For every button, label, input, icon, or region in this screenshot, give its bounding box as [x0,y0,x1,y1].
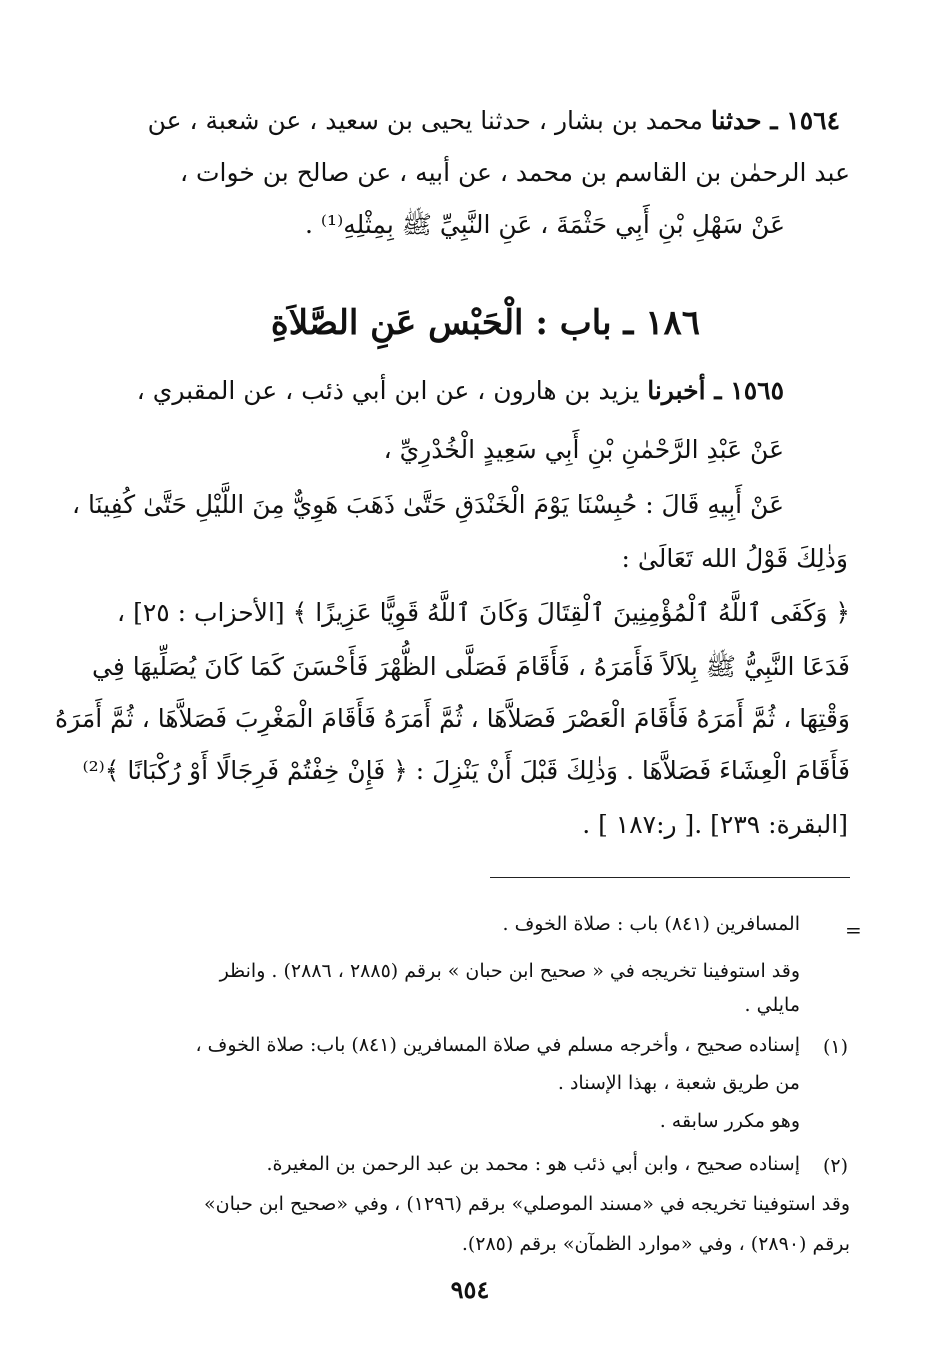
footnote-separator [490,877,850,878]
hadith-1565-text: يزيد بن هارون ، عن ابن أبي ذئب ، عن المقبري ، [136,376,640,405]
hadith-1565-line-6: فَدَعَا النَّبِيُّ ﷺ بِلاَلاً فَأَمَرَهُ ، فَأَقَامَ فَصَلَّى الظُّهْرَ فَأَحْسَنَ كَمَا كَانَ يُصَلِّيهَا فِي [92,652,850,681]
chapter-heading: ١٨٦ ـ باب : الْحَبْس عَنِ الصَّلاَةِ [270,303,700,343]
continuation-mark: = [845,918,862,942]
footnote-1-line-1: إسناده صحيح ، وأخرجه مسلم في صلاة المسافرين (٨٤١) باب: صلاة الخوف ، [195,1034,800,1056]
hadith-1564-text: محمد بن بشار ، حدثنا يحيى بن سعيد ، عن شعبة ، عن [147,106,703,135]
footnote-2-line-3: برقم (٢٨٩٠) ، وفي «موارد الظمآن» برقم (٢٨٥). [461,1233,850,1255]
footnote-2-line-2: وقد استوفينا تخريجه في «مسند الموصلي» برقم (١٢٩٦) ، وفي «صحيح ابن حبان» [204,1193,850,1215]
hadith-1565-line-9: [البقرة: ٢٣٩] .[ ر:١٨٧ ] . [582,810,848,839]
footnote-2-label: (٢) [822,1155,848,1177]
hadith-1565-line-4: وَذٰلِكَ قَوْلُ الله تَعَالَىٰ : [621,544,848,573]
hadith-1565-line-7: وَقْتِهَا ، ثُمَّ أَمَرَهُ فَأَقَامَ الْعَصْرَ فَصَلاَّهَا ، ثُمَّ أَمَرَهُ فَأَقَامَ الْمَغْرِبَ فَصَلاَّهَا ، ثُمَّ أَمَرَهُ [54,704,850,733]
page-number: ٩٥٤ [450,1275,490,1304]
hadith-number-1564: ١٥٦٤ ـ حدثنا [710,106,840,135]
footnote-1-label: (١) [822,1036,848,1058]
hadith-1564-line-1 [148,108,840,133]
footnote-cont-line-3: مايلي . [744,994,800,1016]
hadith-1564-line-3: عَنْ سَهْلِ بْنِ أَبِي حَثْمَةَ ، عَنِ النَّبِيِّ ﷺ بِمِثْلِهِ⁽¹⁾ . [304,210,785,239]
hadith-1565-line-8: فَأَقَامَ الْعِشَاءَ فَصَلاَّهَا . وَذٰلِكَ قَبْلَ أَنْ يَنْزِلَ : ﴿ فَإِنْ خِفْتُمْ فَرِجَالًا أَوْ رُكْبَانًا ﴾⁽²⁾ [82,756,850,785]
hadith-1565-line-5-quran: ﴿ وَكَفَى ٱللَّهُ ٱلْمُؤْمِنِينَ ٱلْقِتَالَ وَكَانَ ٱللَّهُ قَوِيًّا عَزِيزًا ﴾ [الأحزاب : ٢٥] ، [117,598,850,627]
hadith-1564-line-2: عبد الرحمٰن بن القاسم بن محمد ، عن أبيه ، عن صالح بن خوات ، [179,158,850,187]
footnote-1-line-3: وهو مكرر سابقه . [659,1110,800,1132]
hadith-number-1565: ١٥٦٥ ـ أخبرنا [647,376,784,405]
footnote-1-line-2: من طريق شعبة ، بهذا الإسناد . [557,1072,800,1094]
footnote-cont-line-2: وقد استوفينا تخريجه في « صحيح ابن حبان » برقم (٢٨٨٥ ، ٢٨٨٦) . وانظر [219,960,800,982]
hadith-1565-line-2: عَنْ عَبْدِ الرَّحْمٰنِ بْنِ أَبِي سَعِيدٍ الْخُدْرِيِّ ، [383,435,784,464]
hadith-1565-line-1 [137,378,784,403]
footnote-2-line-1: إسناده صحيح ، وابن أبي ذئب هو : محمد بن عبد الرحمن بن المغيرة. [266,1153,800,1175]
hadith-1565-line-3: عَنْ أَبِيهِ قَالَ : حُبِسْنَا يَوْمَ الْخَنْدَقِ حَتَّىٰ ذَهَبَ هَوِيٌّ مِنَ اللَّيْلِ حَتَّىٰ كُفِينَا ، [71,490,784,519]
footnote-cont-line-1: المسافرين (٨٤١) باب : صلاة الخوف . [502,913,800,935]
